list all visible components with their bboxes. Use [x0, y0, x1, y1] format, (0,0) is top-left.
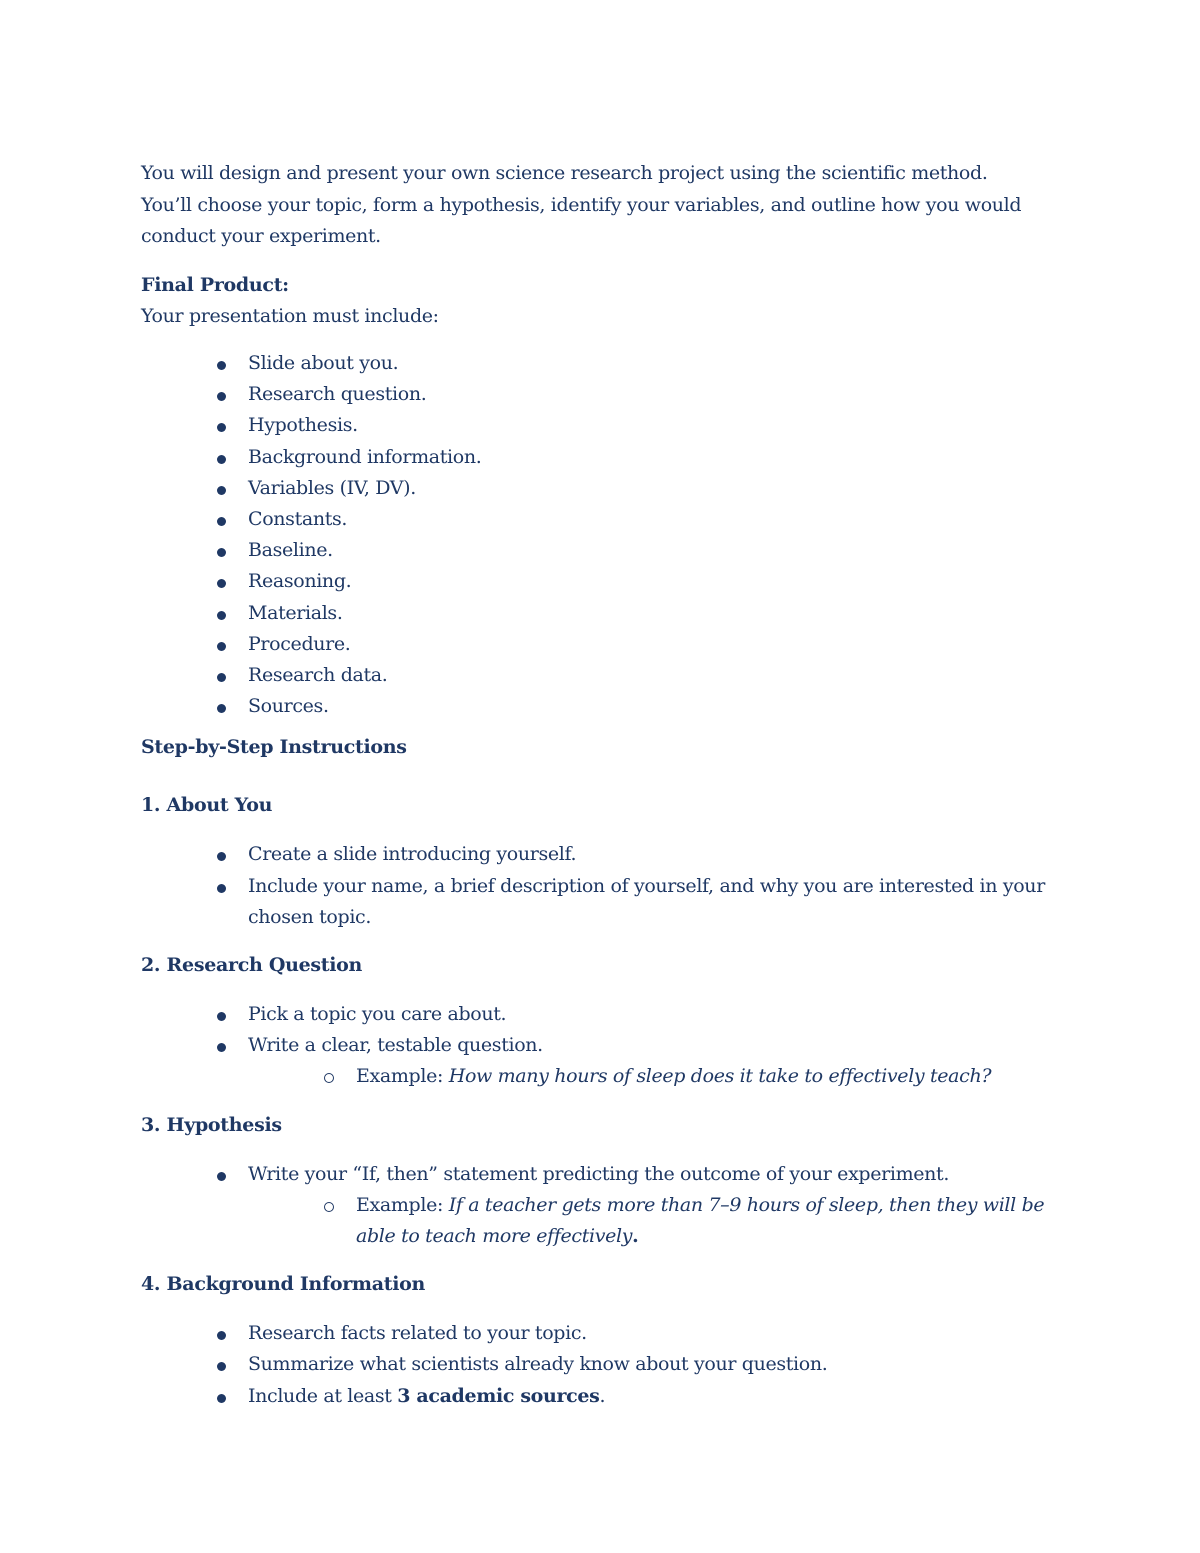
intro-line-2: You’ll choose your topic, form a hypothesis, identify your variables, and outline how you would conduct your experiment.	[141, 193, 1022, 247]
background-list	[141, 1318, 1071, 1412]
instructions-heading: Step-by-Step Instructions	[141, 736, 407, 759]
bullet-icon	[217, 361, 226, 370]
bullet-icon	[217, 423, 226, 432]
about-list	[141, 839, 1071, 933]
section-about-heading: 1. About You	[141, 794, 273, 817]
list-item: Write a clear, testable question. Example: How many hours of sleep does it take to effectively teach?	[141, 1030, 1071, 1092]
bullet-icon	[217, 642, 226, 651]
bullet-icon	[217, 392, 226, 401]
list-item: Procedure.	[141, 629, 1071, 660]
hypothesis-sublist	[248, 1190, 1071, 1252]
list-item: Create a slide introducing yourself.	[141, 839, 1071, 870]
bullet-icon	[217, 1394, 226, 1403]
bullet-icon	[217, 517, 226, 526]
bullet-icon	[217, 1362, 226, 1371]
final-product-list	[141, 348, 1071, 722]
list-item: Write your “If, then” statement predicting the outcome of your experiment. Example: If a teacher gets more than 7–9 hours of sleep, then they will be able to teach more effectively.	[141, 1159, 1071, 1253]
bullet-icon	[217, 1172, 226, 1181]
sources-requirement: 3 academic sources	[397, 1384, 600, 1407]
bullet-icon	[217, 884, 226, 893]
bullet-icon	[217, 1331, 226, 1340]
list-item: Research facts related to your topic.	[141, 1318, 1071, 1349]
hypothesis-example: If a teacher gets more than 7–9 hours of sleep, then they will be able to teach more effectively	[356, 1193, 1045, 1248]
research-question-list	[141, 999, 1071, 1093]
bullet-icon	[217, 1012, 226, 1021]
bullet-icon	[217, 455, 226, 464]
list-item: Variables (IV, DV).	[141, 473, 1071, 504]
list-item: Research data.	[141, 660, 1071, 691]
bullet-icon	[217, 486, 226, 495]
list-item: Example: How many hours of sleep does it take to effectively teach?	[248, 1061, 1071, 1092]
hypothesis-list	[141, 1159, 1071, 1253]
section-background-heading: 4. Background Information	[141, 1273, 426, 1296]
bullet-icon	[217, 1043, 226, 1052]
list-item: Slide about you.	[141, 348, 1071, 379]
bullet-icon	[217, 852, 226, 861]
intro-paragraph	[141, 158, 1071, 253]
list-item: Reasoning.	[141, 566, 1071, 597]
final-product-lead: Your presentation must include:	[141, 304, 439, 327]
list-item: Research question.	[141, 379, 1071, 410]
final-product-heading: Final Product:	[141, 273, 289, 296]
bullet-icon	[217, 673, 226, 682]
bullet-icon	[217, 548, 226, 557]
circle-bullet-icon	[324, 1073, 334, 1083]
list-item: Materials.	[141, 598, 1071, 629]
list-item: Sources.	[141, 691, 1071, 722]
research-question-sublist	[248, 1061, 1071, 1092]
list-item: Include your name, a brief description of yourself, and why you are interested in your chosen topic.	[141, 871, 1071, 933]
section-hypothesis-heading: 3. Hypothesis	[141, 1113, 282, 1136]
list-item: Constants.	[141, 504, 1071, 535]
bullet-icon	[217, 611, 226, 620]
list-item: Baseline.	[141, 535, 1071, 566]
circle-bullet-icon	[324, 1202, 334, 1212]
list-item: Summarize what scientists already know about your question.	[141, 1349, 1071, 1380]
bullet-icon	[217, 579, 226, 588]
research-question-example: How many hours of sleep does it take to effectively teach?	[448, 1065, 992, 1088]
list-item: Background information.	[141, 442, 1071, 473]
list-item: Hypothesis.	[141, 410, 1071, 441]
bullet-icon	[217, 704, 226, 713]
list-item: Example: If a teacher gets more than 7–9 hours of sleep, then they will be able to teach more effectively.	[248, 1190, 1071, 1252]
section-research-question-heading: 2. Research Question	[141, 954, 363, 977]
list-item: Include at least 3 academic sources.	[141, 1381, 1071, 1412]
list-item: Pick a topic you care about.	[141, 999, 1071, 1030]
document-content	[141, 158, 1071, 1412]
intro-line-1: You will design and present your own science research project using the scientific method.	[141, 162, 988, 184]
